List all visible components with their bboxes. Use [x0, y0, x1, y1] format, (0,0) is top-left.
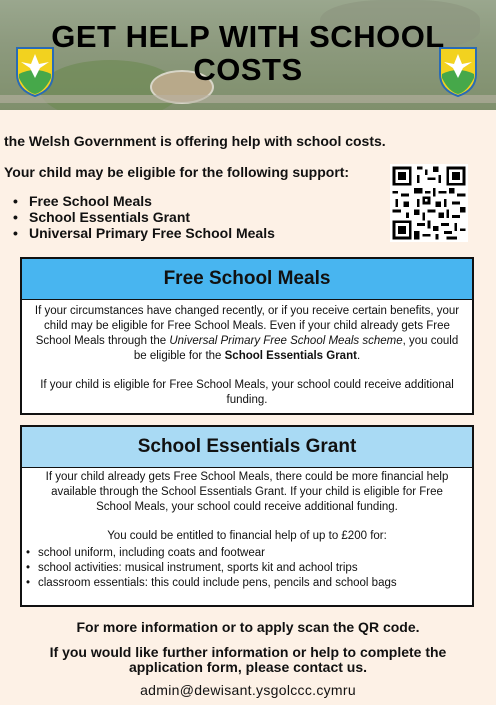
qr-code-icon[interactable] — [390, 164, 468, 242]
qr-instruction: For more information or to apply scan the QR code. — [76, 619, 420, 635]
support-list — [13, 193, 275, 241]
contact-instruction: If you would like further information or help to complete the application form, please contact us. — [49, 644, 447, 675]
list-item: • school activities: musical instrument, sports kit and achool trips — [38, 561, 472, 576]
intro-text: the Welsh Government is offering help with school costs. — [4, 133, 386, 149]
section-heading: School Essentials Grant — [22, 427, 472, 468]
list-item: • School Essentials Grant — [13, 209, 275, 225]
text-run: . — [356, 350, 361, 362]
text-run: , you could be eligible for the — [133, 335, 459, 362]
grant-items-list — [22, 546, 472, 591]
contact-email[interactable]: admin@dewisant.ysgolccc.cymru — [140, 682, 356, 698]
free-school-meals-panel — [20, 257, 474, 415]
seg-paragraph-1: If your child already gets Free School Meals, there could be more financial help available through the School Essentials Grant. If your child is eligible for Free School Meals, your school could receive additional funding. — [45, 471, 449, 513]
seg-paragraph-2: You could be entitled to financial help of up to £200 for: — [107, 530, 387, 542]
page-title: GET HELP WITH SCHOOL COSTS — [51, 19, 445, 87]
school-essentials-grant-panel — [20, 425, 474, 607]
grant-name: School Essentials Grant — [224, 350, 357, 362]
section-heading: Free School Meals — [22, 259, 472, 300]
fsm-paragraph-1 — [22, 304, 472, 364]
list-item: • classroom essentials: this could include pens, pencils and school bags — [38, 576, 472, 591]
list-item: • Universal Primary Free School Meals — [13, 225, 275, 241]
eligibility-text: Your child may be eligible for the following support: — [4, 164, 350, 180]
text-run: If your circumstances have changed recently, or if you receive certain benefits, your child may be eligible for Free School Meals. Even if your child already gets Free School Meals through the — [34, 305, 460, 347]
list-item: • Free School Meals — [13, 193, 275, 209]
list-item: • school uniform, including coats and footwear — [38, 546, 472, 561]
fsm-paragraph-2: If your child is eligible for Free School Meals, your school could receive additional funding. — [40, 379, 454, 406]
scheme-name: Universal Primary Free School Meals scheme — [169, 335, 403, 347]
banner-path — [0, 95, 496, 103]
